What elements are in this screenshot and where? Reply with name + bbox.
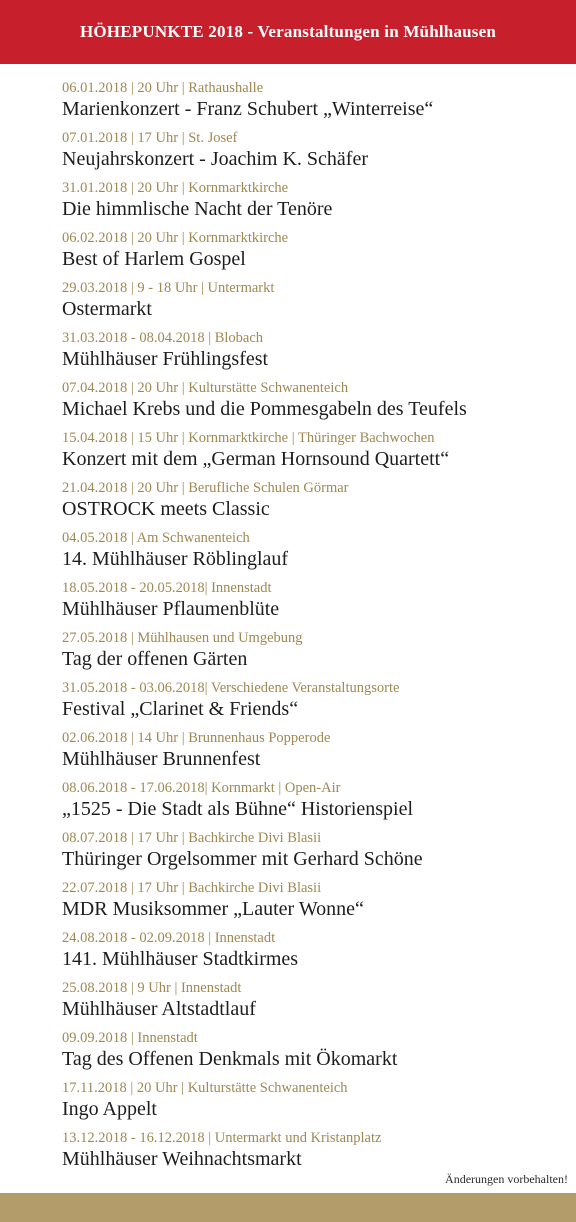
event-title: Die himmlische Nacht der Tenöre (62, 198, 333, 220)
event-meta: 17.11.2018 | 20 Uhr | Kulturstätte Schwanenteich (62, 1080, 348, 1096)
event-item (62, 379, 562, 429)
event-title: Michael Krebs und die Pommesgabeln des Teufels (62, 398, 467, 420)
event-item (62, 279, 562, 329)
event-title: Neujahrskonzert - Joachim K. Schäfer (62, 148, 368, 170)
event-item (62, 129, 562, 179)
event-meta: 07.04.2018 | 20 Uhr | Kulturstätte Schwanenteich (62, 380, 349, 396)
event-title: Marienkonzert - Franz Schubert „Winterreise“ (62, 98, 434, 120)
event-item (62, 1079, 562, 1129)
event-meta: 18.05.2018 - 20.05.2018| Innenstadt (62, 580, 272, 596)
event-title: Tag der offenen Gärten (62, 648, 248, 670)
event-title: Festival „Clarinet & Friends“ (62, 698, 299, 720)
event-item (62, 429, 562, 479)
event-meta: 09.09.2018 | Innenstadt (62, 1030, 198, 1046)
event-meta: 31.05.2018 - 03.06.2018| Verschiedene Veranstaltungsorte (62, 680, 400, 696)
header-banner (0, 0, 576, 64)
event-title: Mühlhäuser Weihnachtsmarkt (62, 1148, 302, 1170)
event-title: Tag des Offenen Denkmals mit Ökomarkt (62, 1048, 398, 1070)
event-title: Thüringer Orgelsommer mit Gerhard Schöne (62, 848, 423, 870)
event-meta: 06.02.2018 | 20 Uhr | Kornmarktkirche (62, 230, 289, 246)
event-meta: 27.05.2018 | Mühlhausen und Umgebung (62, 630, 303, 646)
event-item (62, 679, 562, 729)
event-meta: 13.12.2018 - 16.12.2018 | Untermarkt und Kristanplatz (62, 1130, 382, 1146)
event-title: „1525 - Die Stadt als Bühne“ Historienspiel (62, 798, 414, 820)
event-meta: 02.06.2018 | 14 Uhr | Brunnenhaus Popperode (62, 730, 331, 746)
event-meta: 06.01.2018 | 20 Uhr | Rathaushalle (62, 80, 264, 96)
event-item (62, 79, 562, 129)
event-meta: 08.07.2018 | 17 Uhr | Bachkirche Divi Blasii (62, 830, 322, 846)
event-title: 141. Mühlhäuser Stadtkirmes (62, 948, 299, 970)
event-item (62, 629, 562, 679)
event-item (62, 829, 562, 879)
event-list (62, 79, 562, 1179)
event-meta: 31.01.2018 | 20 Uhr | Kornmarktkirche (62, 180, 289, 196)
event-title: OSTROCK meets Classic (62, 498, 270, 520)
event-title: Konzert mit dem „German Hornsound Quartett“ (62, 448, 450, 470)
event-title: Ingo Appelt (62, 1098, 157, 1120)
event-item (62, 729, 562, 779)
event-meta: 21.04.2018 | 20 Uhr | Berufliche Schulen Görmar (62, 480, 349, 496)
event-meta: 22.07.2018 | 17 Uhr | Bachkirche Divi Blasii (62, 880, 322, 896)
event-title: Best of Harlem Gospel (62, 248, 246, 270)
event-title: Mühlhäuser Pflaumenblüte (62, 598, 280, 620)
event-meta: 15.04.2018 | 15 Uhr | Kornmarktkirche | Thüringer Bachwochen (62, 430, 435, 446)
event-item (62, 229, 562, 279)
event-meta: 29.03.2018 | 9 - 18 Uhr | Untermarkt (62, 280, 275, 296)
event-item (62, 529, 562, 579)
event-meta: 25.08.2018 | 9 Uhr | Innenstadt (62, 980, 242, 996)
event-title: 14. Mühlhäuser Röblinglauf (62, 548, 289, 570)
event-item (62, 579, 562, 629)
event-title: Mühlhäuser Brunnenfest (62, 748, 261, 770)
event-title: Ostermarkt (62, 298, 152, 320)
event-title: Mühlhäuser Frühlingsfest (62, 348, 269, 370)
event-title: Mühlhäuser Altstadtlauf (62, 998, 256, 1020)
event-meta: 07.01.2018 | 17 Uhr | St. Josef (62, 130, 238, 146)
event-item (62, 929, 562, 979)
page-title: HÖHEPUNKTE 2018 - Veranstaltungen in Mühlhausen (79, 22, 497, 41)
event-item (62, 329, 562, 379)
event-item (62, 879, 562, 929)
footer-bar (0, 1193, 576, 1222)
event-meta: 04.05.2018 | Am Schwanenteich (62, 530, 250, 546)
event-meta: 31.03.2018 - 08.04.2018 | Blobach (62, 330, 264, 346)
event-meta: 24.08.2018 - 02.09.2018 | Innenstadt (62, 930, 276, 946)
disclaimer-note: Änderungen vorbehalten! (445, 1172, 568, 1186)
event-item (62, 479, 562, 529)
event-item (62, 179, 562, 229)
event-meta: 08.06.2018 - 17.06.2018| Kornmarkt | Open-Air (62, 780, 341, 796)
event-title: MDR Musiksommer „Lauter Wonne“ (62, 898, 364, 920)
event-item (62, 779, 562, 829)
event-item (62, 1029, 562, 1079)
event-item (62, 979, 562, 1029)
